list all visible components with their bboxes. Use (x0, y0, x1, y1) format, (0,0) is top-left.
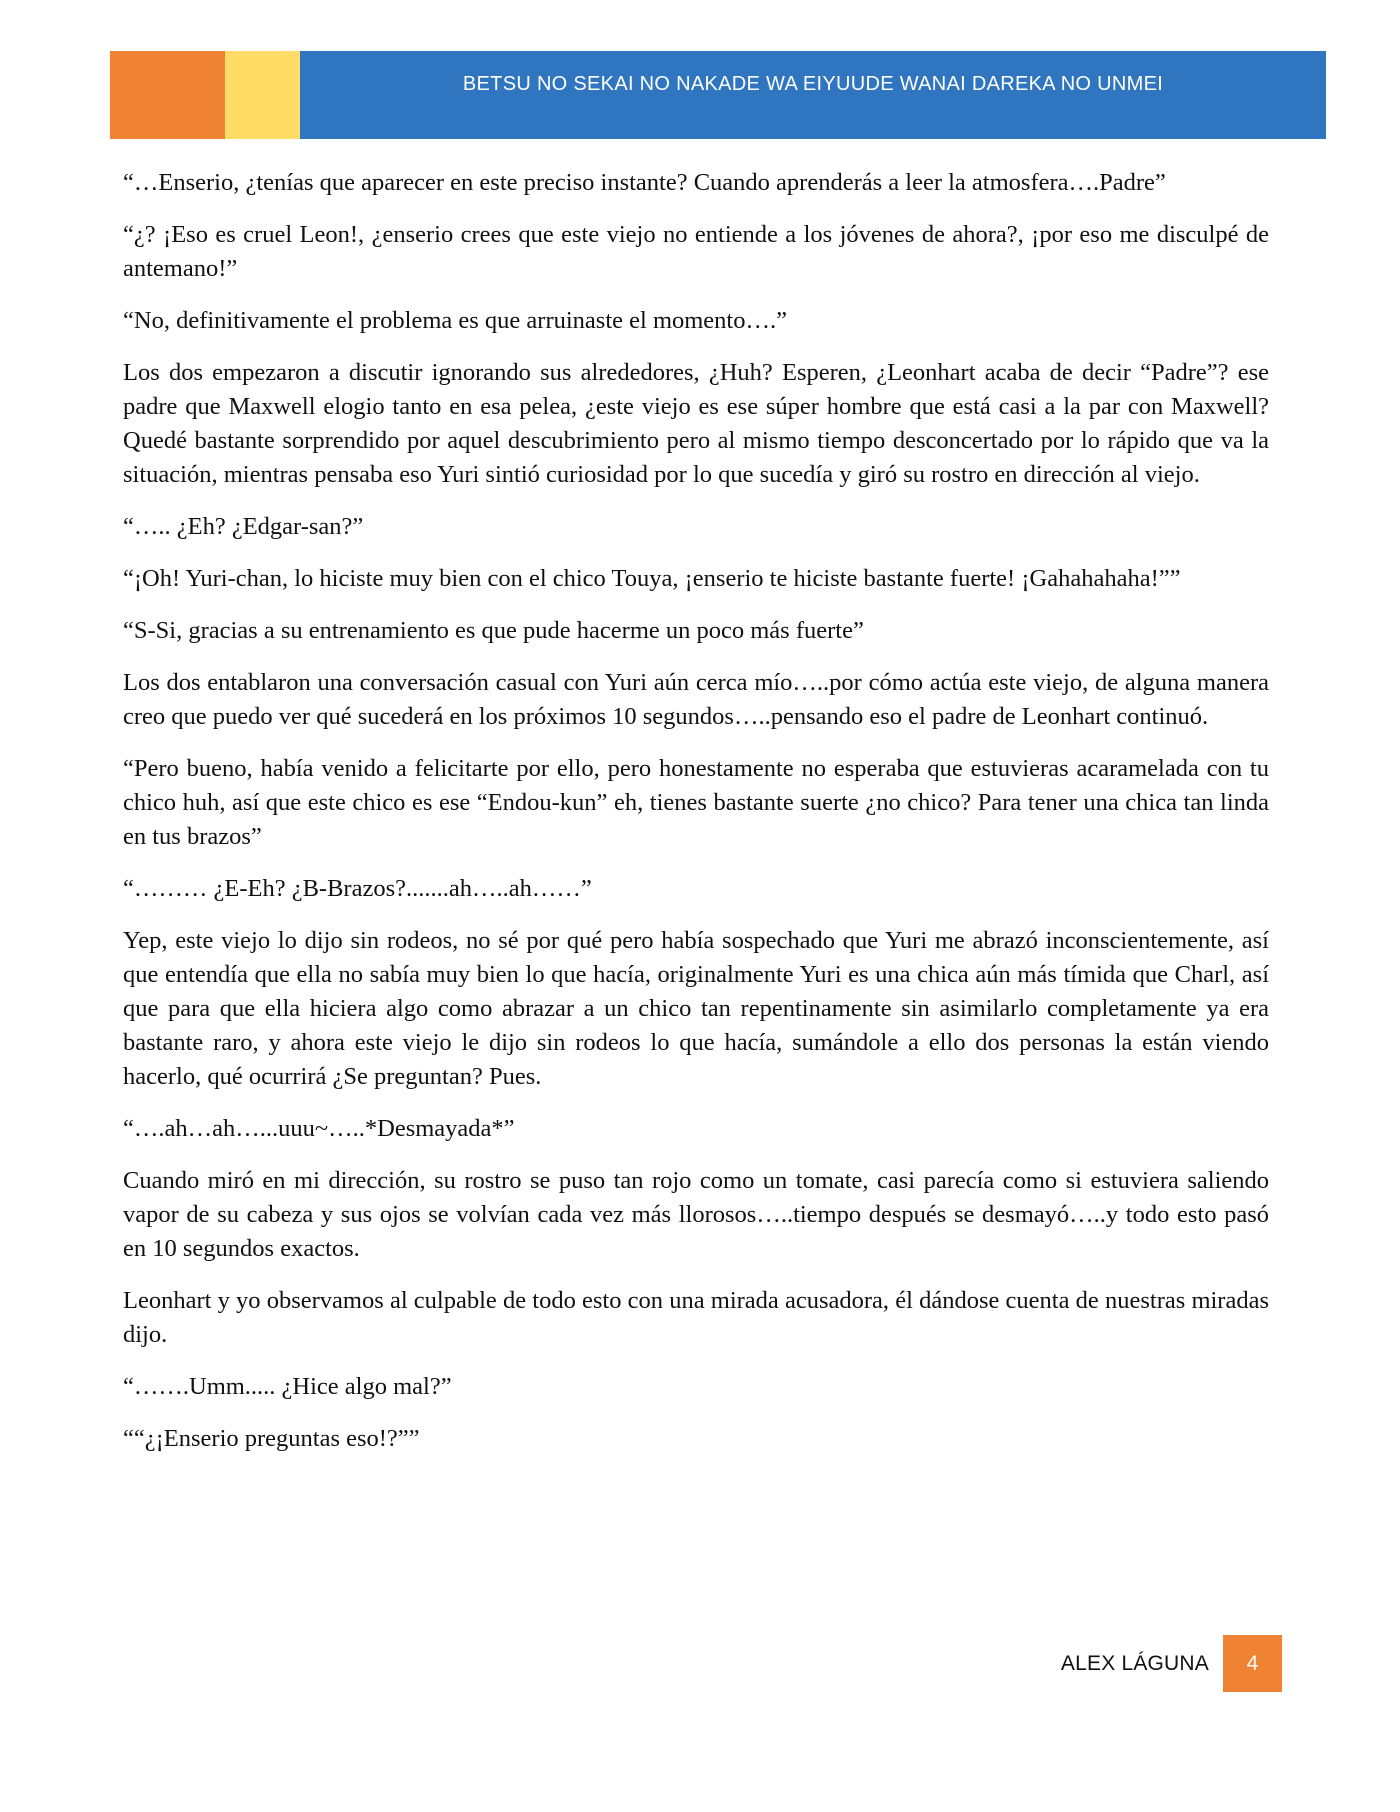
paragraph: Los dos entablaron una conversación casual con Yuri aún cerca mío…..por cómo actúa este viejo, de alguna manera creo que puedo ver qué sucederá en los próximos 10 segundos…..pensando eso el padre de Leonhart continuó. (123, 669, 1269, 730)
paragraph: “Pero bueno, había venido a felicitarte por ello, pero honestamente no esperaba que estuvieras acaramelada con tu chico huh, así que este chico es ese “Endou-kun” eh, tienes bastante suerte ¿no chico? Para tener una chica tan linda en tus brazos” (123, 755, 1269, 850)
paragraph: “S-Si, gracias a su entrenamiento es que pude hacerme un poco más fuerte” (123, 617, 864, 644)
paragraph: “…….Umm..... ¿Hice algo mal?” (123, 1373, 452, 1400)
header-yellow-block (225, 51, 300, 139)
paragraph: “¿? ¡Eso es cruel Leon!, ¿enserio crees que este viejo no entiende a los jóvenes de ahora?, ¡por eso me disculpé de antemano!” (123, 221, 1269, 282)
page-footer (1061, 1635, 1282, 1692)
paragraph: Cuando miró en mi dirección, su rostro se puso tan rojo como un tomate, casi parecía como si estuviera saliendo vapor de su cabeza y sus ojos se volvían cada vez más llorosos…..tiempo después se desmayó…..y todo esto pasó en 10 segundos exactos. (123, 1167, 1269, 1262)
paragraph: Yep, este viejo lo dijo sin rodeos, no sé por qué pero había sospechado que Yuri me abrazó inconscientemente, así que entendía que ella no sabía muy bien lo que hacía, originalmente Yuri es una chica aún más tímida que Charl, así que para que ella hiciera algo como abrazar a un chico tan repentinamente sin asimilarlo completamente ya era bastante raro, y ahora este viejo le dijo sin rodeos lo que hacía, sumándole a ello dos personas la están viendo hacerlo, qué ocurrirá ¿Se preguntan? Pues. (123, 927, 1269, 1090)
paragraph: “…Enserio, ¿tenías que aparecer en este preciso instante? Cuando aprenderás a leer la atmosfera….Padre” (123, 169, 1166, 196)
header-title: BETSU NO SEKAI NO NAKADE WA EIYUUDE WANAI DAREKA NO UNMEI (462, 72, 1164, 95)
document-body (123, 166, 1269, 1474)
paragraph: “….ah…ah…...uuu~…..*Desmayada*” (123, 1115, 515, 1142)
footer-author: ALEX LÁGUNA (1060, 1651, 1209, 1675)
page-header (110, 51, 1326, 139)
page-number-badge: 4 (1223, 1635, 1282, 1692)
paragraph: “….. ¿Eh? ¿Edgar-san?” (123, 513, 364, 540)
paragraph: “¡Oh! Yuri-chan, lo hiciste muy bien con el chico Touya, ¡enserio te hiciste bastante fuerte! ¡Gahahahaha!”” (123, 565, 1181, 592)
header-title-bar (300, 51, 1326, 139)
paragraph: “……… ¿E-Eh? ¿B-Brazos?.......ah…..ah……” (123, 875, 592, 902)
paragraph: “No, definitivamente el problema es que arruinaste el momento….” (123, 307, 787, 334)
paragraph: Los dos empezaron a discutir ignorando sus alrededores, ¿Huh? Esperen, ¿Leonhart acaba de decir “Padre”? ese padre que Maxwell elogio tanto en esa pelea, ¿este viejo es ese súper hombre que está casi a la par con Maxwell? Quedé bastante sorprendido por aquel descubrimiento pero al mismo tiempo desconcertado por lo rápido que va la situación, mientras pensaba eso Yuri sintió curiosidad por lo que sucedía y giró su rostro en dirección al viejo. (123, 359, 1269, 488)
paragraph: Leonhart y yo observamos al culpable de todo esto con una mirada acusadora, él dándose cuenta de nuestras miradas dijo. (123, 1287, 1269, 1348)
header-orange-block (110, 51, 225, 139)
paragraph: ““¿¡Enserio preguntas eso!?”” (123, 1425, 420, 1452)
